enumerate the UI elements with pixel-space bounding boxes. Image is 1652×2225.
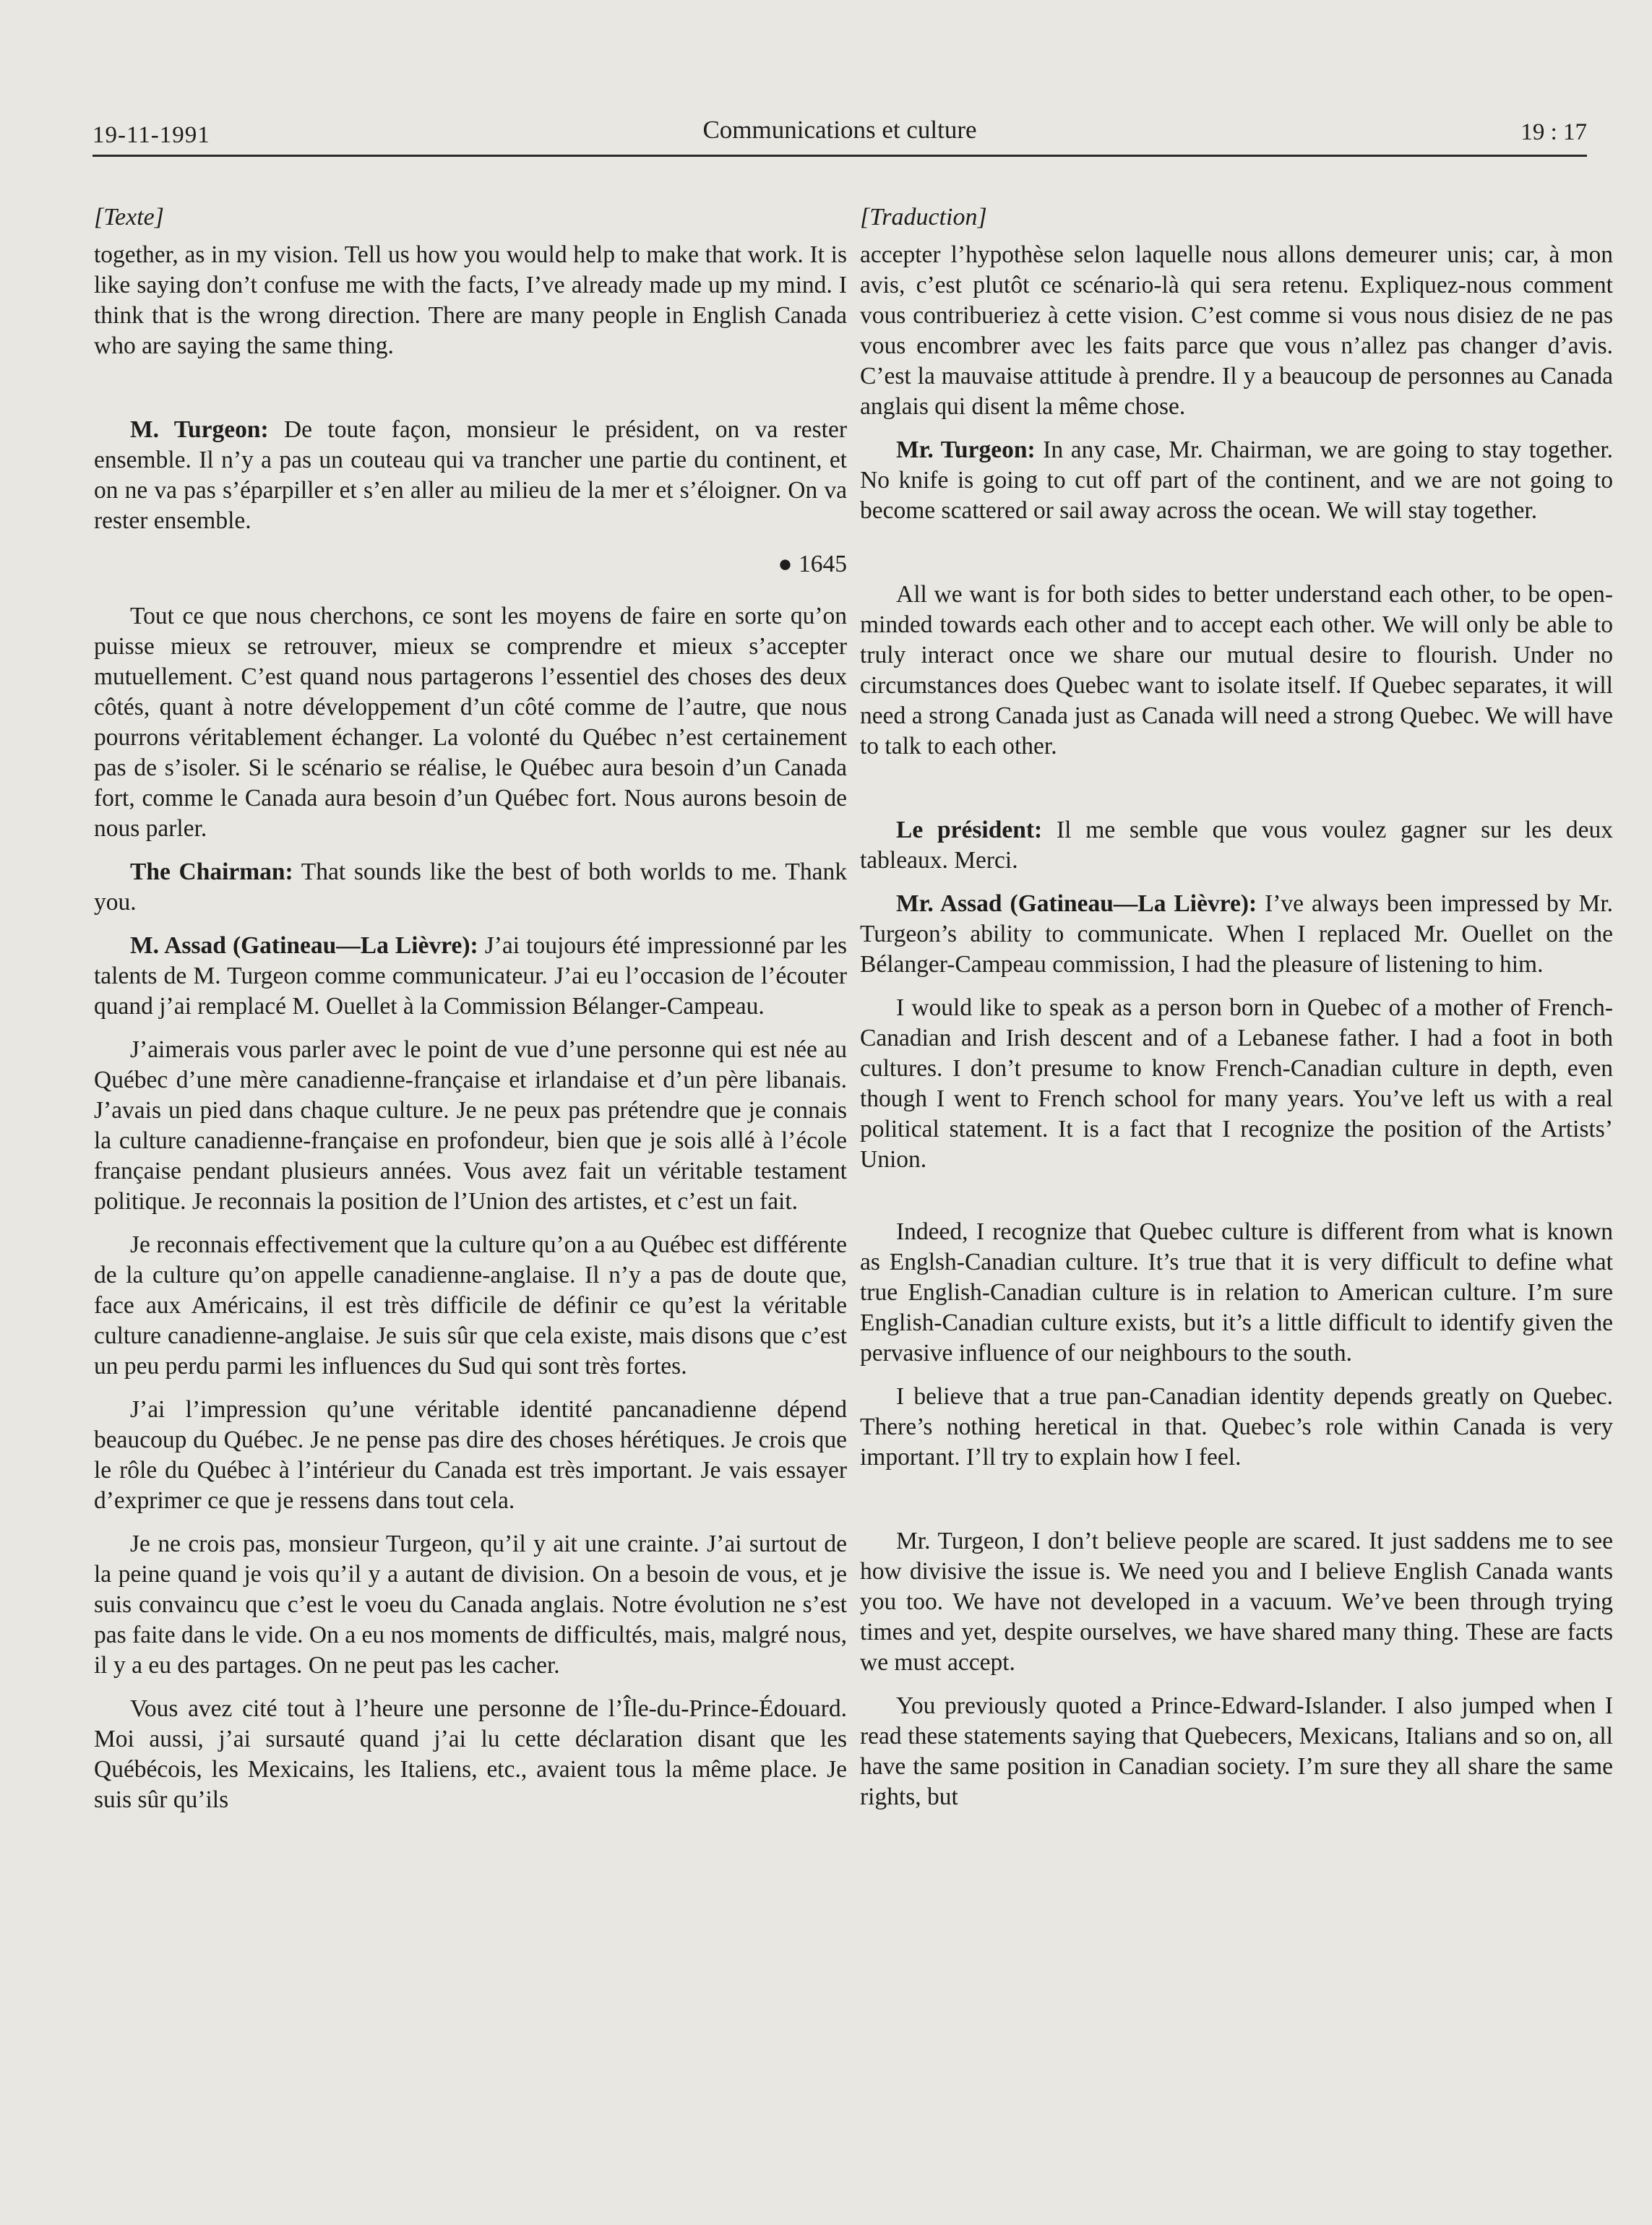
speech: [860, 889, 1613, 980]
paragraph: Indeed, I recognize that Quebec culture is different from what is known as Englsh-Canadian culture. It’s true that it is very difficult to define what true English-Canadian culture is in relation to American culture. I’m sure English-Canadian culture exists, but it’s a little difficult to identify given the pervasive influence of our neighbours to the south.: [860, 1218, 1613, 1367]
paragraph: Mr. Turgeon, I don’t believe people are scared. It just saddens me to see how divisive the issue is. We need you and I believe English Canada wants you too. We have not developed in a vacuum. We’ve been through trying times and yet, despite ourselves, we have shared many thing. These are facts we must accept.: [860, 1528, 1613, 1676]
page-header: [93, 108, 1587, 157]
speech-text: I’ve always been impressed by Mr. Turgeon’s ability to communicate. When I replaced Mr. Ouellet on the Bélanger-Campeau commission, I had the pleasure of listening to him.: [860, 890, 1613, 978]
speech: [860, 435, 1613, 526]
spacer: [860, 539, 1613, 580]
spacer: [860, 1486, 1613, 1526]
spacer: [860, 775, 1613, 815]
speech-text: De toute façon, monsieur le président, on va rester ensemble. Il n’y a pas un couteau qui va trancher une partie du continent, et on ne va pas s’éparpiller et s’en aller au milieu de la mer et s’éloigner. On va rester ensemble.: [94, 416, 847, 534]
paragraph: together, as in my vision. Tell us how you would help to make that work. It is like saying don’t confuse me with the facts, I’ve already made up my mind. I think that is the wrong direction. There are many people in English Canada who are saying the same thing.: [94, 241, 847, 359]
language-label: [Traduction]: [860, 204, 987, 231]
header-title: Communications et culture: [702, 116, 977, 144]
language-label: [Texte]: [94, 204, 164, 231]
paragraph: You previously quoted a Prince-Edward-Islander. I also jumped when I read these statements saying that Quebecers, Mexicans, Italians and so on, all have the same position in Canadian society. I’m sure they all share the same rights, but: [860, 1692, 1613, 1810]
speaker-name: Mr. Turgeon:: [896, 436, 1036, 463]
speech: [94, 415, 847, 536]
speech-text: That sounds like the best of both worlds to me. Thank you.: [94, 858, 847, 916]
spacer: [94, 374, 847, 415]
paragraph: I would like to speak as a person born in Quebec of a mother of French-Canadian and Irish descent and of a Lebanese father. I had a foot in both cultures. I don’t presume to know French-Canadian culture in depth, even though I went to French school for many years. You’ve left us with a real political statement. It is a fact that I recognize the position of the Artists’ Union.: [860, 994, 1613, 1173]
paragraph: All we want is for both sides to better understand each other, to be open-minded towards each other and to accept each other. We will only be able to truly interact once we share our mutual desire to flourish. Under no circumstances does Quebec want to isolate itself. If Quebec separates, it will need a strong Canada just as Canada will need a strong Quebec. We will have to talk to each other.: [860, 581, 1613, 759]
paragraph: I believe that a true pan-Canadian identity depends greatly on Quebec. There’s nothing heretical in that. Quebec’s role within Canada is very important. I’ll try to explain how I feel.: [860, 1383, 1613, 1471]
speaker-name: Le président:: [896, 817, 1043, 843]
paragraph: J’ai l’impression qu’une véritable identité pancanadienne dépend beaucoup du Québec. Je ne pense pas dire des choses hérétiques. Je crois que le rôle du Québec à l’intérieur du Canada est très important. Je vais essayer d’exprimer ce que je ressens dans tout cela.: [94, 1396, 847, 1514]
speaker-name: M. Turgeon:: [130, 416, 269, 443]
speaker-name: M. Assad (Gatineau—La Lièvre):: [130, 932, 478, 959]
left-column: [94, 202, 847, 1828]
paragraph: accepter l’hypothèse selon laquelle nous allons demeurer unis; car, à mon avis, c’est plutôt ce scénario-là qui sera retenu. Expliquez-nous comment vous contribueriez à cette vision. C’est comme si vous nous disiez de ne pas vous encombrer avec les faits parce que vous n’allez pas changer d’avis. C’est la mauvaise attitude à prendre. Il y a beaucoup de personnes au Canada anglais qui disent la même chose.: [860, 241, 1613, 420]
speech: [860, 815, 1613, 876]
paragraph: Je reconnais effectivement que la culture qu’on a au Québec est différente de la culture qu’on appelle canadienne-anglaise. Il n’y a pas de doute que, face aux Américains, il est très difficile de définir ce qu’est la véritable culture canadienne-anglaise. Je suis sûr que cela existe, mais disons que c’est un peu perdu parmi les influences du Sud qui sont très fortes.: [94, 1231, 847, 1380]
speaker-name: Mr. Assad (Gatineau—La Lièvre):: [896, 890, 1257, 917]
right-column: [860, 202, 1613, 1825]
speech-text: In any case, Mr. Chairman, we are going to stay together. No knife is going to cut off part of the continent, and we are not going to become scattered or sail away across the ocean. We will stay together.: [860, 436, 1613, 524]
speaker-name: The Chairman:: [130, 858, 293, 885]
time-marker: ● 1645: [778, 551, 847, 577]
speech: [94, 857, 847, 918]
paragraph: Vous avez cité tout à l’heure une personne de l’Île-du-Prince-Édouard. Moi aussi, j’ai sursauté quand j’ai lu cette déclaration disant que les Québécois, les Mexicains, les Italiens, etc., avaient tous la même place. Je suis sûr qu’ils: [94, 1695, 847, 1813]
header-page-number: 19 : 17: [1520, 119, 1587, 145]
spacer: [860, 1188, 1613, 1217]
paragraph: J’aimerais vous parler avec le point de vue d’une personne qui est née au Québec d’une mère canadienne-française et irlandaise et d’un père libanais. J’avais un pied dans chaque culture. Je ne peux pas prétendre que je connais la culture canadienne-française en profondeur, bien que je sois allé à l’école française pendant plusieurs années. Vous avez fait un véritable testament politique. Je reconnais la position de l’Union des artistes, et c’est un fait.: [94, 1036, 847, 1215]
paragraph: Je ne crois pas, monsieur Turgeon, qu’il y ait une crainte. J’ai surtout de la peine quand je vois qu’il y a autant de division. On a besoin de vous, et je suis convaincu que c’est le voeu du Canada anglais. Notre évolution ne s’est pas faite dans le vide. On a eu nos moments de difficultés, mais, malgré nous, il y a eu des partages. On ne peut pas les cacher.: [94, 1531, 847, 1679]
speech: [94, 931, 847, 1022]
paragraph: Tout ce que nous cherchons, ce sont les moyens de faire en sorte qu’on puisse mieux se retrouver, mieux se comprendre et mieux s’accepter mutuellement. C’est quand nous partagerons l’essentiel des choses des deux côtés, quant à notre développement d’un côté comme de l’autre, que nous pourrons véritablement échanger. La volonté du Québec n’est certainement pas de s’isoler. Si le scénario se réalise, le Québec aura besoin d’un Canada fort, comme le Canada aura besoin d’un Québec fort. Nous aurons besoin de nous parler.: [94, 603, 847, 842]
speech-text: J’ai toujours été impressionné par les talents de M. Turgeon comme communicateur. J’ai eu l’occasion de l’écouter quand j’ai remplacé M. Ouellet à la Commission Bélanger-Campeau.: [94, 932, 847, 1020]
header-date: 19-11-1991: [93, 122, 210, 148]
speech-text: Il me semble que vous voulez gagner sur les deux tableaux. Merci.: [860, 817, 1613, 874]
